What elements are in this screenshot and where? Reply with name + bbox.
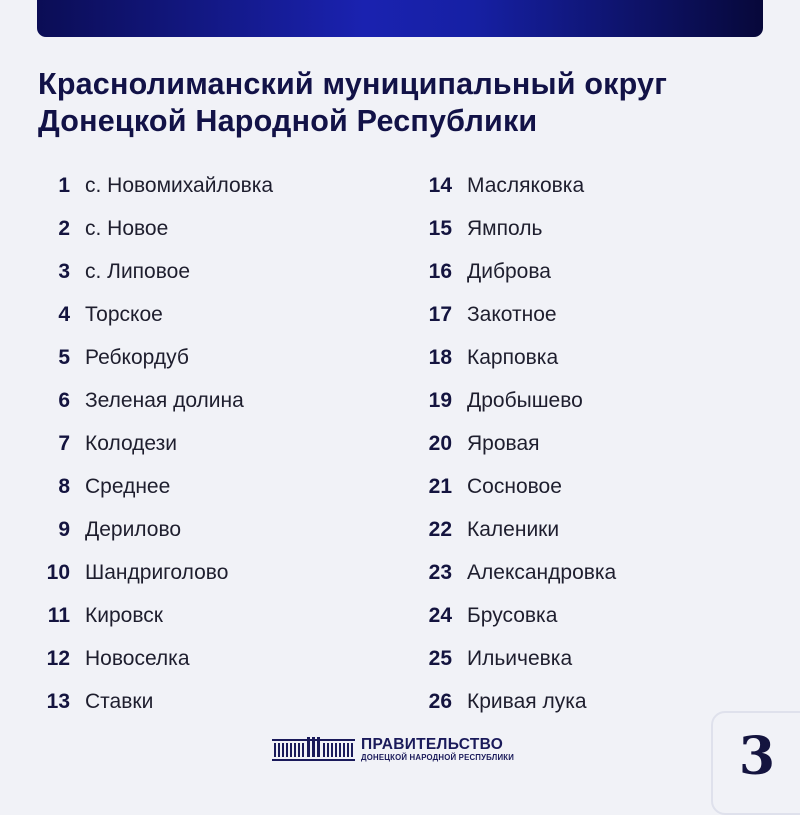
list-item (36, 250, 273, 293)
list-item (36, 680, 273, 723)
item-number: 12 (46, 646, 70, 670)
government-building-icon (272, 737, 355, 763)
item-name: Закотное (467, 302, 557, 326)
item-number: 26 (428, 689, 452, 713)
government-logo (272, 737, 514, 763)
settlement-list-right (418, 164, 616, 723)
page-number: 3 (738, 726, 776, 787)
item-number: 22 (428, 517, 452, 541)
item-name: с. Новое (85, 216, 169, 240)
item-name: Шандриголово (85, 560, 229, 584)
top-banner (37, 0, 763, 37)
list-item (418, 594, 616, 637)
logo-text (361, 737, 514, 763)
item-name: Брусовка (467, 603, 558, 627)
item-name: Ильичевка (467, 646, 573, 670)
item-name: Масляковка (467, 173, 585, 197)
item-name: Торское (85, 302, 163, 326)
item-number: 1 (58, 173, 70, 197)
item-number: 19 (428, 388, 452, 412)
list-item (36, 637, 273, 680)
item-number: 2 (58, 216, 70, 240)
list-item (36, 422, 273, 465)
list-item (418, 551, 616, 594)
item-name: с. Липовое (85, 259, 191, 283)
list-item (36, 465, 273, 508)
item-name: Диброва (467, 259, 551, 283)
item-number: 18 (428, 345, 452, 369)
list-item (418, 680, 616, 723)
item-name: Карповка (467, 345, 559, 369)
list-item (418, 293, 616, 336)
item-number: 24 (428, 603, 452, 627)
item-name: Дробышево (467, 388, 583, 412)
list-item (418, 336, 616, 379)
item-number: 21 (428, 474, 452, 498)
item-number: 20 (428, 431, 452, 455)
item-name: Кировск (85, 603, 163, 627)
list-item (36, 508, 273, 551)
item-number: 6 (58, 388, 70, 412)
item-number: 13 (46, 689, 70, 713)
item-name: Зеленая долина (85, 388, 244, 412)
item-number: 4 (58, 302, 70, 326)
list-item (418, 379, 616, 422)
item-name: Кривая лука (467, 689, 587, 713)
item-number: 7 (58, 431, 70, 455)
list-item (36, 207, 273, 250)
item-name: Ставки (85, 689, 154, 713)
list-item (418, 422, 616, 465)
item-number: 3 (58, 259, 70, 283)
item-number: 8 (58, 474, 70, 498)
item-name: Ямполь (467, 216, 543, 240)
logo-line-2: ДОНЕЦКОЙ НАРОДНОЙ РЕСПУБЛИКИ (361, 753, 515, 762)
item-number: 23 (428, 560, 452, 584)
item-number: 9 (58, 517, 70, 541)
item-number: 17 (428, 302, 452, 326)
page-title: Краснолиманский муниципальный округ Донецкой Народной Республики (38, 67, 668, 138)
item-number: 5 (58, 345, 70, 369)
list-item (418, 207, 616, 250)
item-name: Новоселка (85, 646, 190, 670)
item-number: 16 (428, 259, 452, 283)
list-item (418, 164, 616, 207)
logo-line-1: ПРАВИТЕЛЬСТВО (361, 736, 504, 753)
list-item (36, 379, 273, 422)
list-item (36, 336, 273, 379)
list-item (36, 594, 273, 637)
list-item (418, 250, 616, 293)
item-number: 25 (428, 646, 452, 670)
item-name: Ребкордуб (85, 345, 189, 369)
item-name: Александровка (467, 560, 617, 584)
item-name: Сосновое (467, 474, 562, 498)
list-item (418, 508, 616, 551)
list-item (418, 637, 616, 680)
item-name: с. Новомихайловка (85, 173, 274, 197)
item-number: 15 (428, 216, 452, 240)
item-name: Колодези (85, 431, 177, 455)
settlement-list-left (36, 164, 273, 723)
item-name: Среднее (85, 474, 171, 498)
list-item (36, 551, 273, 594)
item-name: Дерилово (85, 517, 182, 541)
item-name: Яровая (467, 431, 540, 455)
item-number: 14 (428, 173, 452, 197)
item-name: Каленики (467, 517, 560, 541)
item-number: 10 (46, 560, 70, 584)
list-item (418, 465, 616, 508)
list-item (36, 293, 273, 336)
item-number: 11 (47, 603, 70, 627)
list-item (36, 164, 273, 207)
